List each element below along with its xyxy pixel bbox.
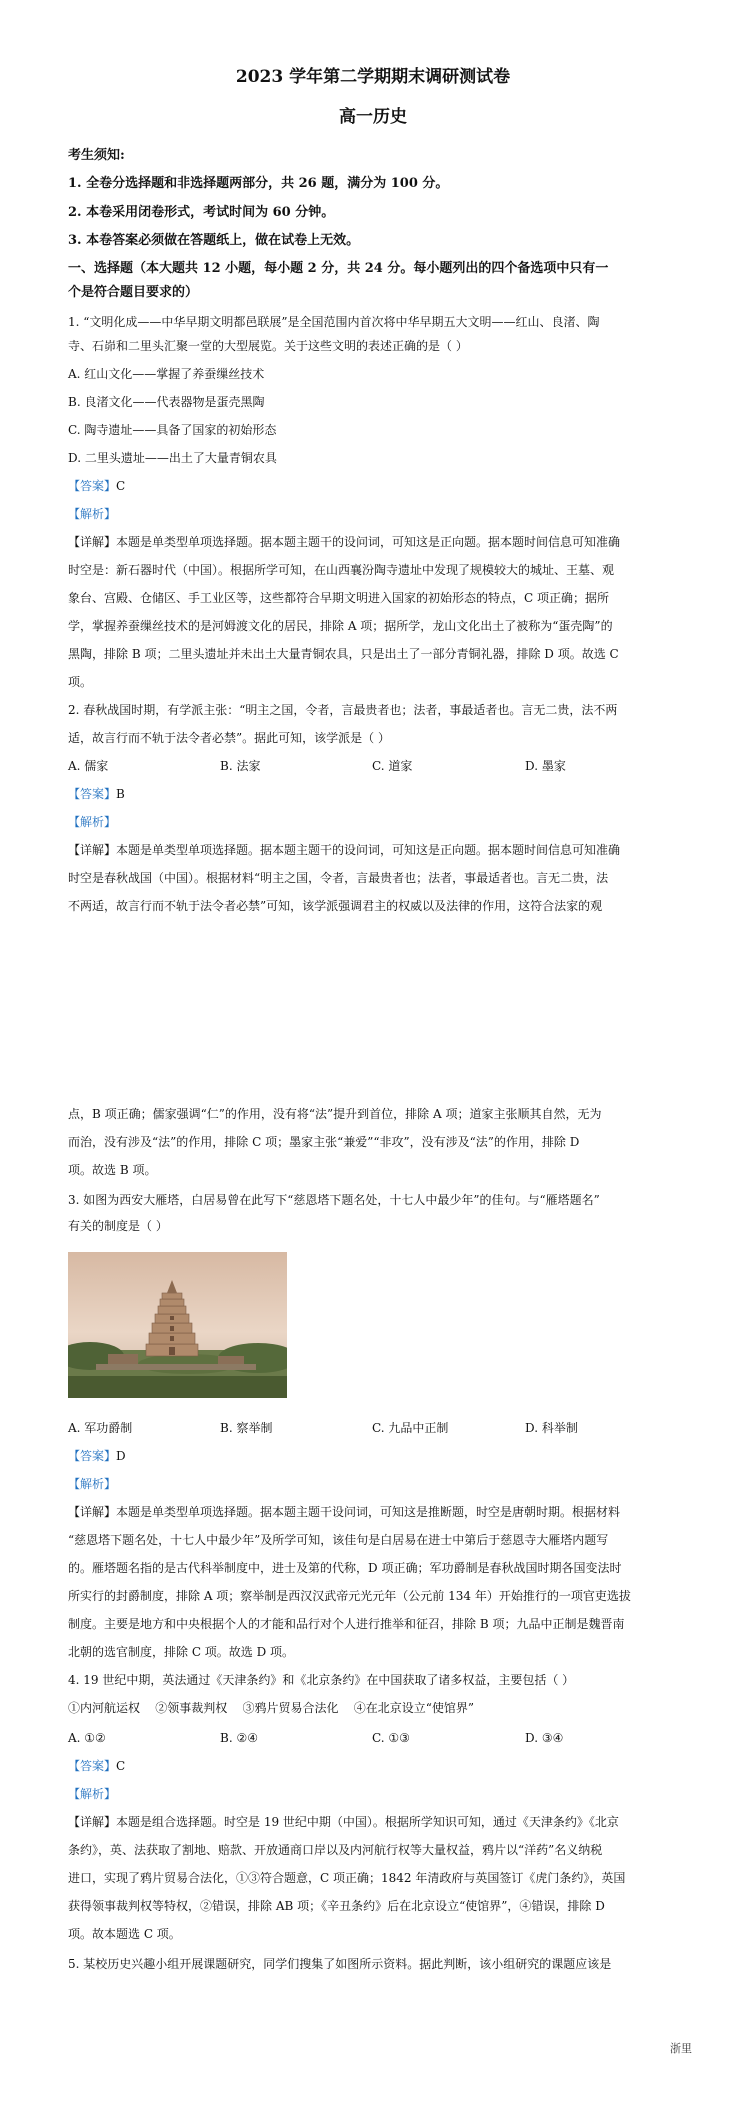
option-d: D. 墨家 xyxy=(525,759,566,773)
section-heading: 一、选择题（本大题共 12 小题，每小题 2 分，共 24 分。每小题列出的四个备选项中只有一 xyxy=(68,261,609,276)
notice-item: 2. 本卷采用闭卷形式，考试时间为 60 分钟。 xyxy=(68,205,335,220)
detail-line: 时空是：新石器时代（中国）。根据所学可知，在山西襄汾陶寺遗址中发现了规模较大的城址、王墓、观 xyxy=(68,563,615,577)
option-c: C. 道家 xyxy=(372,759,413,773)
question-stem: 3. 如图为西安大雁塔，白居易曾在此写下“慈恩塔下题名处，十七人中最少年”的佳句。与“雁塔题名” xyxy=(68,1193,600,1207)
answer-line xyxy=(68,478,688,494)
question-stem: 2. 春秋战国时期，有学派主张：“明主之国，令者，言最贵者也；法者，事最适者也。言无二贵，法不两 xyxy=(68,703,618,717)
option-a: A. 红山文化——掌握了养蚕缫丝技术 xyxy=(68,367,265,381)
question-stem: 4. 19 世纪中期，英法通过《天津条约》和《北京条约》在中国获取了诸多权益，主要包括（ ） xyxy=(68,1673,575,1687)
detail-line: 获得领事裁判权等特权，②错误，排除 AB 项；《辛丑条约》后在北京设立“使馆界”，④错误，排除 D xyxy=(68,1899,605,1913)
option-b: B. 察举制 xyxy=(220,1421,273,1435)
answer-tag: 【答案】 xyxy=(68,479,117,493)
exam-title: 2023 学年第二学期期末调研测试卷 xyxy=(235,67,511,87)
detail-line: 项。故本题选 C 项。 xyxy=(68,1927,181,1941)
detail-line: 【详解】本题是单类型单项选择题。据本题主题干的设问词，可知这是正向题。据本题时间信息可知准确 xyxy=(68,535,621,549)
footer-label: 浙里 xyxy=(670,2042,692,2055)
analysis-tag: 【解析】 xyxy=(68,507,117,521)
detail-line: “慈恩塔下题名处，十七人中最少年”及所学可知，该佳句是白居易在进士中第后于慈恩寺大雁塔内题写 xyxy=(68,1533,609,1547)
option-d: D. 二里头遗址——出土了大量青铜农具 xyxy=(68,451,277,465)
detail-line: 北朝的选官制度，排除 C 项。故选 D 项。 xyxy=(68,1645,295,1659)
answer-line xyxy=(68,786,688,802)
notice-item: 3. 本卷答案必须做在答题纸上，做在试卷上无效。 xyxy=(68,233,360,248)
detail-line: 时空是春秋战国（中国）。根据材料“明主之国，令者，言最贵者也；法者，事最适者也。言无二贵，法 xyxy=(68,871,609,885)
section-heading-cont: 个是符合题目要求的） xyxy=(68,285,199,300)
option-d: D. ③④ xyxy=(525,1731,564,1745)
answer-line xyxy=(68,1758,688,1774)
detail-line: 而治，没有涉及“法”的作用，排除 C 项；墨家主张“兼爱”“非攻”，没有涉及“法”的作用，排除 D xyxy=(68,1135,580,1149)
option-c: C. 陶寺遗址——具备了国家的初始形态 xyxy=(68,423,277,437)
detail-line: 学，掌握养蚕缫丝技术的是河姆渡文化的居民，排除 A 项；据所学，龙山文化出土了被称为“蛋壳陶”的 xyxy=(68,619,613,633)
answer-value: C xyxy=(116,479,126,493)
detail-line: 不两适，故言行而不轨于法令者必禁”可知，该学派强调君主的权威以及法律的作用，这符合法家的观 xyxy=(68,899,603,913)
detail-line: 进口，实现了鸦片贸易合法化，①③符合题意，C 项正确；1842 年清政府与英国签订《虎门条约》，英国 xyxy=(68,1871,626,1885)
detail-line: 【详解】本题是单类型单项选择题。据本题主题干的设问词，可知这是正向题。据本题时间信息可知准确 xyxy=(68,843,621,857)
option-a: A. 军功爵制 xyxy=(68,1421,133,1435)
analysis-tag: 【解析】 xyxy=(68,1477,117,1491)
detail-line: 象台、宫殿、仓储区、手工业区等，这些都符合早期文明进入国家的初始形态的特点，C 项正确；据所 xyxy=(68,591,610,605)
answer-value: C xyxy=(116,1759,126,1773)
question-stem-cont: 有关的制度是（ ） xyxy=(68,1219,168,1233)
detail-line: 制度。主要是地方和中央根据个人的才能和品行对个人进行推举和征召，排除 B 项；九品中正制是魏晋南 xyxy=(68,1617,625,1631)
detail-line: 黑陶，排除 B 项；二里头遗址并未出土大量青铜农具，只是出土了一部分青铜礼器，排除 D 项。故选 C xyxy=(68,647,619,661)
answer-value: D xyxy=(116,1449,126,1463)
detail-line: 【详解】本题是单类型单项选择题。据本题主题干设问词，可知这是推断题，时空是唐朝时期。根据材料 xyxy=(68,1505,621,1519)
pagoda-illustration xyxy=(68,1252,287,1398)
detail-line: 条约》，英、法获取了割地、赔款、开放通商口岸以及内河航行权等大量权益，鸦片以“洋药”名义纳税 xyxy=(68,1843,603,1857)
notice-item: 1. 全卷分选择题和非选择题两部分，共 26 题，满分为 100 分。 xyxy=(68,176,449,191)
option-b: B. 法家 xyxy=(220,759,261,773)
option-c: C. 九品中正制 xyxy=(372,1421,449,1435)
answer-tag: 【答案】 xyxy=(68,1449,117,1463)
notice-heading: 考生须知: xyxy=(68,148,125,163)
option-a: A. ①② xyxy=(68,1731,106,1745)
answer-value: B xyxy=(116,787,125,801)
answer-line xyxy=(68,1448,688,1464)
analysis-tag: 【解析】 xyxy=(68,1787,117,1801)
detail-line: 所实行的封爵制度，排除 A 项；察举制是西汉汉武帝元光元年（公元前 134 年）开始推行的一项官吏选拔 xyxy=(68,1589,631,1603)
analysis-tag: 【解析】 xyxy=(68,815,117,829)
big-wild-goose-pagoda-photo xyxy=(68,1252,287,1398)
detail-line: 的。雁塔题名指的是古代科举制度中，进士及第的代称，D 项正确；军功爵制是春秋战国时期各国变法时 xyxy=(68,1561,622,1575)
option-c: C. ①③ xyxy=(372,1731,410,1745)
exam-subject: 高一历史 xyxy=(339,107,407,127)
option-b: B. 良渚文化——代表器物是蛋壳黑陶 xyxy=(68,395,265,409)
question-stem: 1. “文明化成——中华早期文明都邑联展”是全国范围内首次将中华早期五大文明——红山、良渚、陶 xyxy=(68,315,600,329)
answer-tag: 【答案】 xyxy=(68,1759,117,1773)
detail-line: 点，B 项正确；儒家强调“仁”的作用，没有将“法”提升到首位，排除 A 项；道家主张顺其自然，无为 xyxy=(68,1107,602,1121)
option-d: D. 科举制 xyxy=(525,1421,578,1435)
detail-line: 【详解】本题是组合选择题。时空是 19 世纪中期（中国）。根据所学知识可知，通过《天津条约》《北京 xyxy=(68,1815,619,1829)
question-items: ①内河航运权 ②领事裁判权 ③鸦片贸易合法化 ④在北京设立“使馆界” xyxy=(68,1701,475,1715)
answer-tag: 【答案】 xyxy=(68,787,117,801)
option-b: B. ②④ xyxy=(220,1731,258,1745)
question-stem: 5. 某校历史兴趣小组开展课题研究，同学们搜集了如图所示资料。据此判断，该小组研究的课题应该是 xyxy=(68,1957,612,1971)
question-stem-cont: 适，故言行而不轨于法令者必禁”。据此可知，该学派是（ ） xyxy=(68,731,390,745)
question-stem-cont: 寺、石峁和二里头汇聚一堂的大型展览。关于这些文明的表述正确的是（ ） xyxy=(68,339,468,353)
detail-line: 项。故选 B 项。 xyxy=(68,1163,157,1177)
detail-line: 项。 xyxy=(68,675,93,689)
option-a: A. 儒家 xyxy=(68,759,109,773)
